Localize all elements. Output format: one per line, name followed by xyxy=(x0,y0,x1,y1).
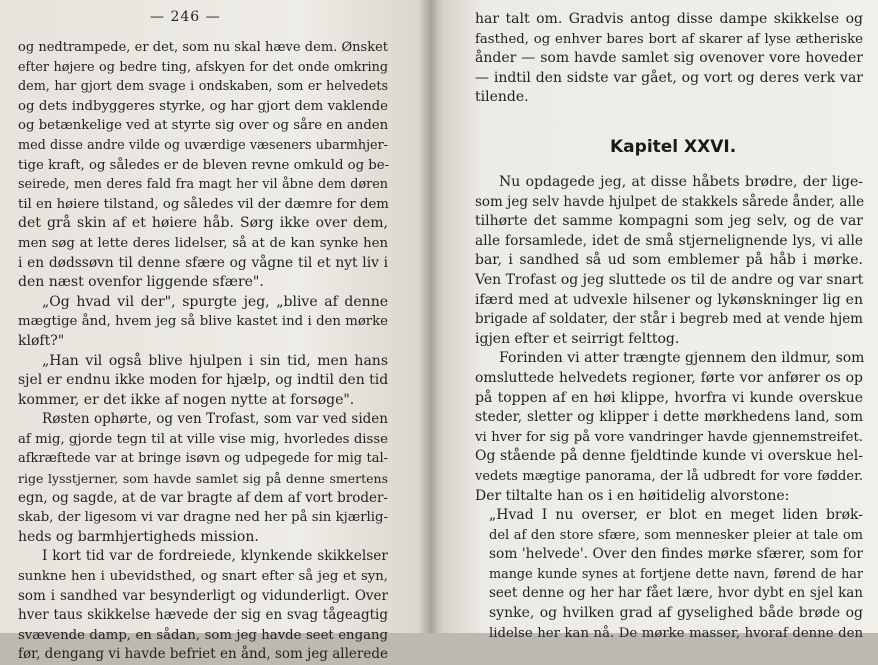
text-line: omsluttede helvedets regioner, førte vor anfører os op xyxy=(475,369,863,386)
text-line: heds og barmhjertigheds mission. xyxy=(18,528,259,545)
text-line: og nedtrampede, er det, som nu skal hæve dem. Ønsket xyxy=(18,40,388,55)
text-line: men søg at lette deres lidelser, så at de kan synke hen xyxy=(18,235,388,251)
text-line: mægtige ånd, hvem jeg så blive kastet ind i den mørke xyxy=(18,314,388,330)
text-line: på toppen af en høi klippe, hvorfra vi kunde overskue xyxy=(475,389,863,406)
text-line: har talt om. Gradvis antog disse dampe skikkelse og xyxy=(475,11,863,27)
right-page-text-bottom xyxy=(475,173,863,643)
text-line: Og stående på denne fjeldtinde kunde vi overskue hel- xyxy=(475,448,863,465)
text-line: af mig, gjorde tegn til at ville vise mig, hvorledes disse xyxy=(18,431,388,447)
book-gutter-shadow xyxy=(418,0,442,633)
text-line: til en høiere tilstand, og således vil der dæmre for dem xyxy=(18,196,389,212)
text-line: lidelse her kan nå. De mørke masser, hvoraf denne den xyxy=(489,625,863,641)
text-line: før, dengang vi havde befriet en ånd, som jeg allerede xyxy=(18,646,388,663)
text-line: kommer, er det ikke af nogen nytte at forsøge". xyxy=(18,391,355,408)
text-line: del af den store sfære, som mennesker pleier at tale om xyxy=(489,527,863,543)
text-line: efter højere og bedre ting, afskyen for det onde omkring xyxy=(18,59,388,75)
text-line: skab, der ligesom vi var dragne ned her på sin kjærlig- xyxy=(18,510,388,526)
text-line: „Han vil også blive hjulpen i sin tid, men hans xyxy=(42,352,388,369)
text-line: vi hver for sig på vore vandringer havde gjennemstreifet. xyxy=(475,429,863,445)
text-line: den næst ovenfor liggende sfære". xyxy=(18,274,264,291)
text-line: i en dødssøvn til denne sfære og vågne til et nyt liv i xyxy=(18,254,388,271)
text-line: seirede, men deres fald fra magt her vil åbne dem døren xyxy=(18,177,388,193)
text-line: tilende. xyxy=(475,89,529,106)
text-line: seet denne og her har fået lære, hvor dybt en sjel kan xyxy=(489,585,863,602)
left-page-text xyxy=(18,38,388,665)
text-line: Røsten ophørte, og ven Trofast, som var ved siden xyxy=(42,411,388,428)
right-page-text-top xyxy=(475,10,863,108)
text-line: steder, sletter og klipper i dette mørkhedens land, som xyxy=(475,409,863,426)
text-line: rige lysstjerner, som havde samlet sig på denne smertens xyxy=(18,471,388,487)
text-line: I kort tid var de fordreiede, klynkende skikkelser xyxy=(42,548,388,565)
text-line: bar, i sandhed så ud som emblemer på håb i mørke. xyxy=(475,252,863,269)
text-line: vedets mægtige panorama, der lå udbredt for vore fødder. xyxy=(475,468,863,484)
text-line: som i sandhed var besynderligt og vidunderligt. Over xyxy=(18,587,388,604)
text-line: som 'helvede'. Over den findes mørke sfærer, som for xyxy=(489,546,863,563)
text-line: egn, og sagde, at de var bragte af dem af vort broder- xyxy=(18,489,388,506)
text-line: brigade af soldater, der står i begreb med at vende hjem xyxy=(475,311,863,328)
text-line: „Hvad I nu overser, er blot en meget liden brøk- xyxy=(489,507,863,524)
text-line: Der tiltalte han os i en høitidelig alvorstone: xyxy=(475,487,790,504)
right-page xyxy=(430,0,878,641)
text-line: og betænkelige ved at styrte sig over og såre en anden xyxy=(18,118,389,134)
chapter-heading: Kapitel XXVI. xyxy=(610,137,737,157)
text-line: ifærd med at udvexle hilsener og lykønskninger lig en xyxy=(475,291,863,308)
text-line: sunkne hen i ubevidsthed, og snart efter så jeg et syn, xyxy=(18,569,388,585)
text-line: det grå skin af et høiere håb. Sørg ikke over dem, xyxy=(18,215,388,232)
text-line: mange kunde synes at fortjene dette navn, førend de har xyxy=(489,566,863,582)
text-line: „Og hvad vil der", spurgte jeg, „blive af denne xyxy=(42,293,388,310)
text-line: tige kraft, og således er de bleven revne omkuld og be- xyxy=(18,157,390,173)
text-line: kløft?" xyxy=(18,332,65,349)
text-line: Nu opdagede jeg, at disse håbets brødre, der lige- xyxy=(499,174,863,190)
text-line: som jeg selv havde hjulpet de stakkels sårede ånder, alle xyxy=(475,193,865,210)
text-line: synke, og hvilken grad af gyselighed både brøde og xyxy=(489,605,863,622)
text-line: — indtil den sidste var gået, og vort og deres verk var xyxy=(475,69,863,86)
text-line: afkræftede var at bringe isøvn og udpegede for mig tal- xyxy=(18,451,388,467)
left-page xyxy=(0,0,430,663)
text-line: dem, har gjort dem svage i ondskaben, som er helvedets xyxy=(18,79,388,95)
page-number: — 246 — xyxy=(150,9,221,25)
text-line: og dets indbyggeres styrke, og har gjort dem vaklende xyxy=(18,98,388,114)
text-line: Ven Trofast og jeg sluttede os til de andre og var snart xyxy=(475,271,864,288)
text-line: Forinden vi atter trængte gjennem den ildmur, som xyxy=(499,350,865,367)
text-line: alle forsamlede, idet de små stjernelignende lys, vi alle xyxy=(475,232,863,249)
text-line: igjen efter et seirrigt felttog. xyxy=(475,330,680,347)
text-line: hver taus skikkelse hævede der sig en svag tågeagtig xyxy=(18,607,388,624)
text-line: svævende damp, en sådan, som jeg havde seet engang xyxy=(18,627,388,643)
text-line: med disse andre vilde og uværdige væseners ubarmhjer- xyxy=(18,137,388,153)
text-line: ånder — som havde samlet sig ovenover vore hoveder xyxy=(475,50,863,67)
text-line: sjel er endnu ikke moden for hjælp, og indtil den tid xyxy=(18,372,389,389)
text-line: tilhørte det samme kompagni som jeg selv, og de var xyxy=(475,213,863,230)
text-line: fasthed, og enhver bares bort af skarer af lyse ætheriske xyxy=(475,31,863,47)
